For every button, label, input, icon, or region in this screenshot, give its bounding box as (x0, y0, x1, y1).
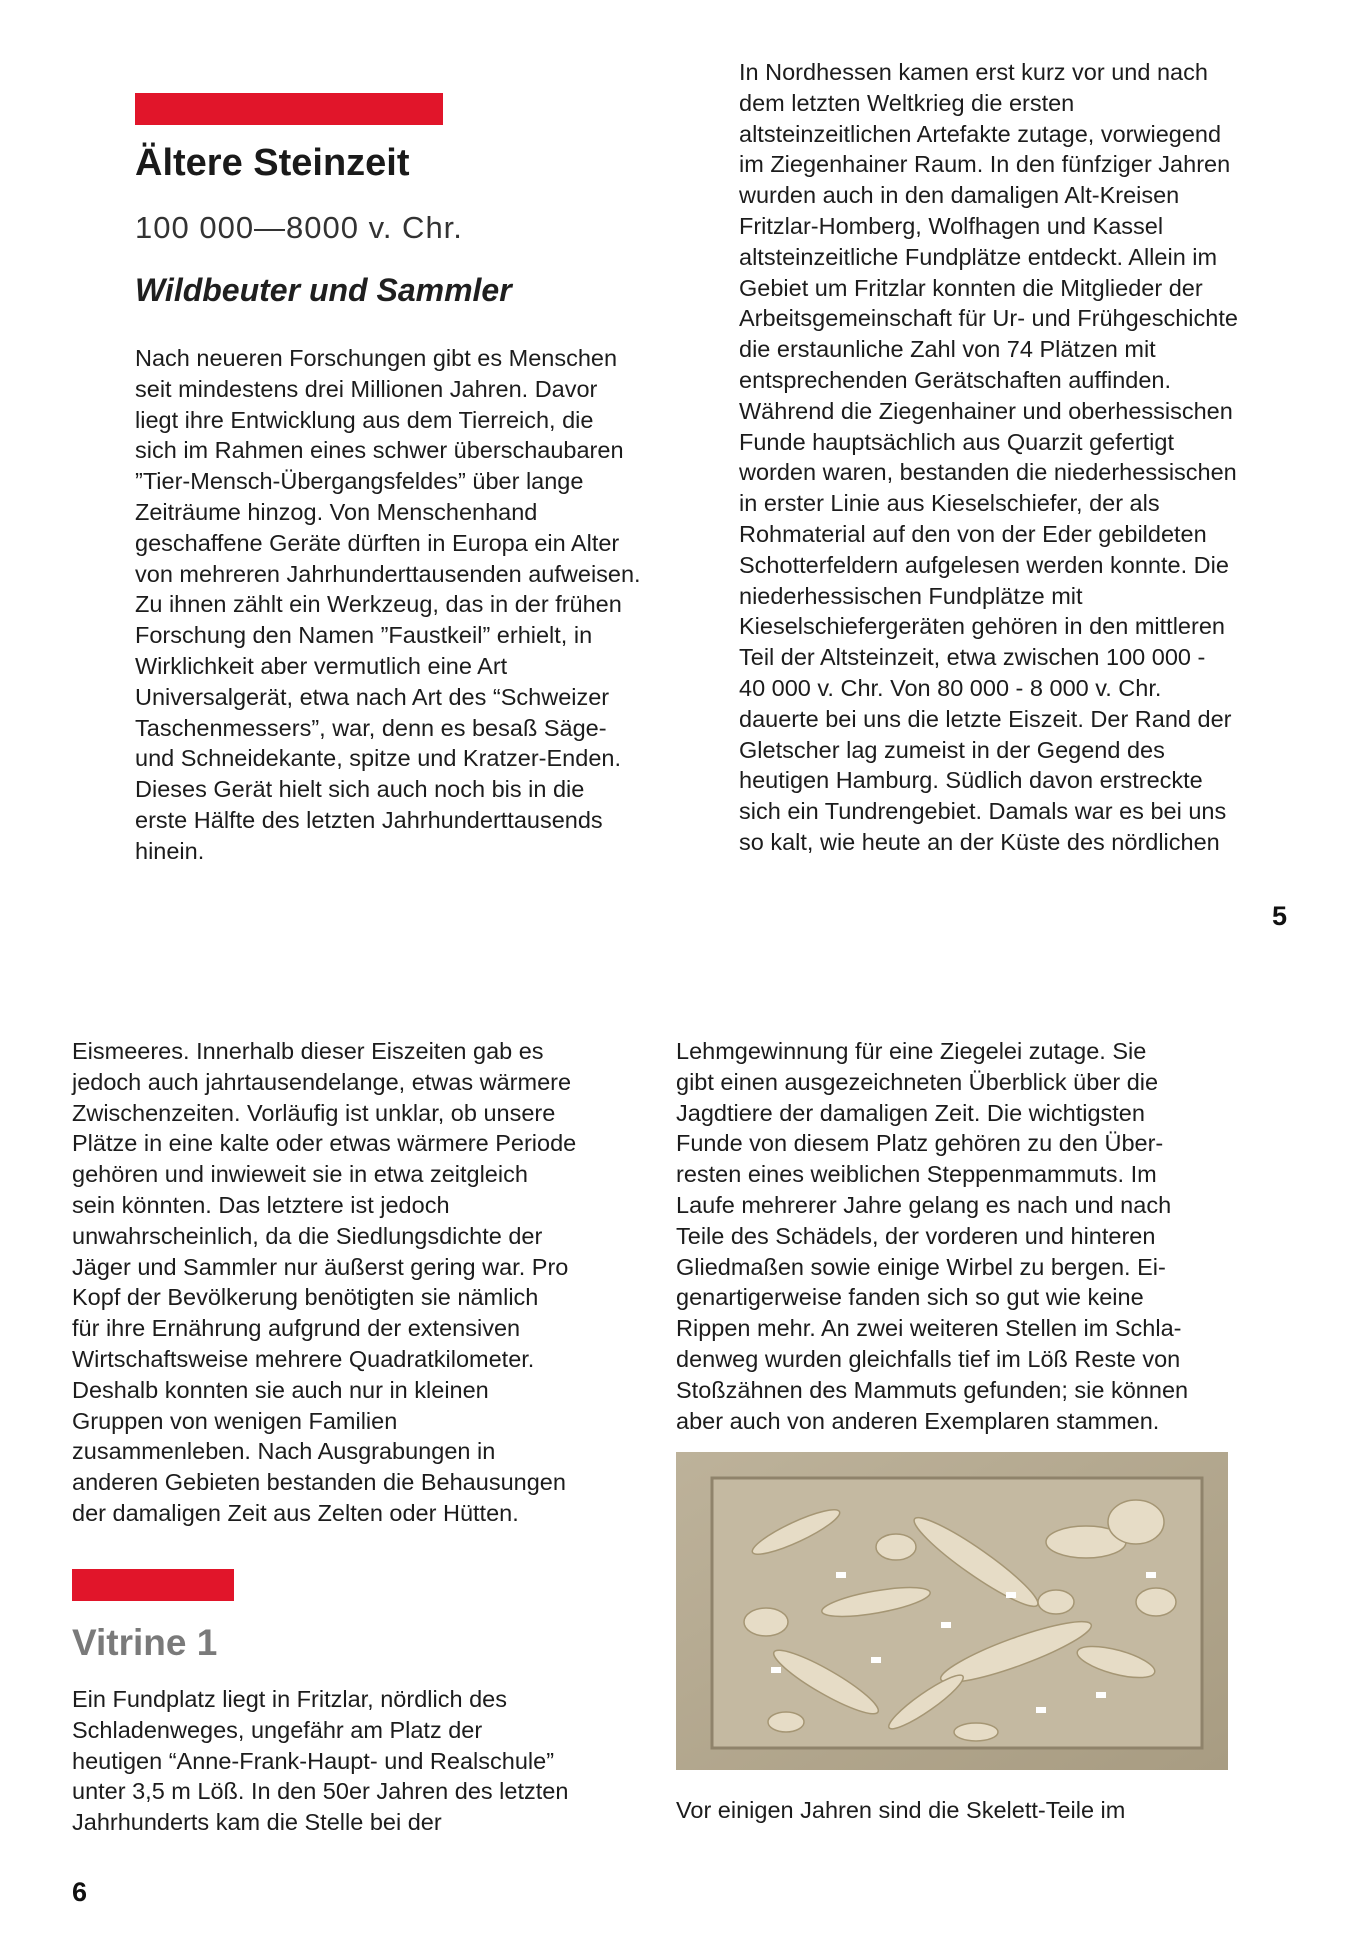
page-title: Ältere Steinzeit (135, 142, 410, 184)
text-line: Arbeitsgemeinschaft für Ur- und Frühgeschichte (739, 305, 1238, 332)
text-line: Dieses Gerät hielt sich auch noch bis in die (135, 776, 585, 803)
text-line: Jagdtiere der damaligen Zeit. Die wichtigsten (676, 1099, 1145, 1126)
text-line: Jahrhunderts kam die Stelle bei der (72, 1809, 442, 1836)
text-line: Gletscher lag zumeist in der Gegend des (739, 736, 1165, 763)
bones-illustration (676, 1452, 1228, 1770)
text-line: altsteinzeitliche Fundplätze entdeckt. Allein im (739, 243, 1218, 270)
text-line: Nach neueren Forschungen gibt es Menschen (135, 345, 618, 371)
text-line: Rippen mehr. An zwei weiteren Stellen im Schla- (676, 1315, 1182, 1342)
text-line: Gliedmaßen sowie einige Wirbel zu bergen. Ei- (676, 1253, 1166, 1280)
text-line: Fritzlar-Homberg, Wolfhagen und Kassel (739, 212, 1164, 239)
text-line: dem letzten Weltkrieg die ersten (739, 89, 1075, 116)
page-number-5: 5 (1272, 901, 1288, 931)
text-line: Teile des Schädels, der vorderen und hinteren (676, 1222, 1156, 1249)
text-line: gehören und inwieweit sie in etwa zeitgleich (72, 1161, 528, 1188)
text-line: Funde von diesem Platz gehören zu den Über- (676, 1130, 1164, 1157)
page-number-6: 6 (72, 1877, 88, 1907)
text-line: Forschung den Namen ”Faustkeil” erhielt, in (135, 622, 593, 649)
text-line: aber auch von anderen Exemplaren stammen. (676, 1407, 1160, 1434)
text-line: Laufe mehrerer Jahre gelang es nach und nach (676, 1191, 1172, 1218)
text-line: heutigen Hamburg. Südlich davon erstreckte (739, 767, 1203, 794)
vitrine-text (72, 1684, 568, 1838)
text-line: Wirklichkeit aber vermutlich eine Art (135, 652, 508, 679)
text-line: unwahrscheinlich, da die Siedlungsdichte der (72, 1222, 543, 1249)
text-line: sich ein Tundrengebiet. Damals war es bei uns (739, 798, 1227, 825)
text-line: denweg wurden gleichfalls tief im Löß Reste von (676, 1345, 1181, 1372)
text-line: und Schneidekante, spitze und Kratzer-Enden. (135, 745, 621, 772)
period-range: 100 000—8000 v. Chr. (135, 210, 463, 245)
text-line: In Nordhessen kamen erst kurz vor und nach (739, 59, 1208, 85)
text-line: Teil der Altsteinzeit, etwa zwischen 100 000 - (739, 644, 1206, 671)
text-line: altsteinzeitlichen Artefakte zutage, vorwiegend (739, 120, 1222, 147)
text-line: Kopf der Bevölkerung benötigten sie nämlich (72, 1284, 539, 1311)
text-line: von mehreren Jahrhunderttausenden aufweisen. (135, 560, 641, 587)
text-line: Universalgerät, etwa nach Art des “Schweizer (135, 683, 610, 710)
text-line: im Ziegenhainer Raum. In den fünfziger Jahren (739, 151, 1231, 178)
intro-column-right (739, 57, 1238, 858)
mammoth-column-right (676, 1036, 1188, 1436)
text-line: die erstaunliche Zahl von 74 Plätzen mit (739, 336, 1156, 363)
text-line: gibt einen ausgezeichneten Überblick über die (676, 1068, 1159, 1095)
text-line: Ein Fundplatz liegt in Fritzlar, nördlich des (72, 1686, 507, 1712)
text-line: 40 000 v. Chr. Von 80 000 - 8 000 v. Chr. (739, 674, 1162, 701)
text-line: Stoßzähnen des Mammuts gefunden; sie können (676, 1376, 1189, 1403)
text-line: der damaligen Zeit aus Zelten oder Hütten. (72, 1499, 519, 1526)
text-line: Jäger und Sammler nur äußerst gering war. Pro (72, 1253, 569, 1280)
text-line: Lehmgewinnung für eine Ziegelei zutage. Sie (676, 1038, 1147, 1064)
intro-column-left (135, 343, 641, 867)
text-line: worden waren, bestanden die niederhessischen (739, 459, 1237, 486)
mammoth-bones-photo (676, 1452, 1228, 1770)
section-red-bar (135, 93, 443, 125)
text-line: Gebiet um Fritzlar konnten die Mitglieder der (739, 274, 1203, 301)
text-line: unter 3,5 m Löß. In den 50er Jahren des letzten (72, 1778, 569, 1805)
text-line: seit mindestens drei Millionen Jahren. Davor (135, 375, 598, 402)
text-line: zusammenleben. Nach Ausgrabungen in (72, 1438, 496, 1465)
text-line: Taschenmessers”, war, denn es besaß Säge- (135, 714, 607, 741)
text-line: resten eines weiblichen Steppenmammuts. Im (676, 1161, 1157, 1188)
text-line: Zwischenzeiten. Vorläufig ist unklar, ob unsere (72, 1099, 556, 1126)
text-line: erste Hälfte des letzten Jahrhunderttausends (135, 806, 603, 833)
text-line: geschaffene Geräte dürften in Europa ein Alter (135, 529, 620, 556)
text-line: genartigerweise fanden sich so gut wie keine (676, 1284, 1144, 1311)
text-line: jedoch auch jahrtausendelange, etwas wärmere (72, 1068, 572, 1095)
text-line: so kalt, wie heute an der Küste des nördlichen (739, 828, 1220, 855)
text-line: niederhessischen Fundplätze mit (739, 582, 1083, 609)
text-line: in erster Linie aus Kieselschiefer, der als (739, 490, 1160, 517)
text-line: Schladenweges, ungefähr am Platz der (72, 1716, 483, 1743)
vitrine-heading: Vitrine 1 (72, 1622, 218, 1663)
section-subtitle: Wildbeuter und Sammler (135, 272, 512, 308)
text-line: Schotterfeldern aufgelesen werden konnte. Die (739, 551, 1229, 578)
eiszeit-column-left (72, 1036, 576, 1529)
text-line: hinein. (135, 837, 205, 864)
text-line: entsprechenden Gerätschaften auffinden. (739, 366, 1172, 393)
text-line: Wirtschaftsweise mehrere Quadratkilometer. (72, 1345, 535, 1372)
text-line: Rohmaterial auf den von der Eder gebildeten (739, 520, 1207, 547)
photo-caption: Vor einigen Jahren sind die Skelett-Teile im (676, 1797, 1126, 1823)
text-line: Deshalb konnten sie auch nur in kleinen (72, 1376, 489, 1403)
text-line: Während die Ziegenhainer und oberhessischen (739, 397, 1233, 424)
text-line: sich im Rahmen eines schwer überschaubaren (135, 437, 624, 464)
text-line: wurden auch in den damaligen Alt-Kreisen (739, 182, 1180, 209)
text-line: für ihre Ernährung aufgrund der extensiven (72, 1315, 521, 1342)
text-line: Kieselschiefergeräten gehören in den mittleren (739, 613, 1225, 640)
text-line: Funde hauptsächlich aus Quarzit gefertigt (739, 428, 1175, 455)
vitrine-red-bar (72, 1569, 234, 1601)
text-line: anderen Gebieten bestanden die Behausungen (72, 1469, 566, 1496)
text-line: liegt ihre Entwicklung aus dem Tierreich, die (135, 406, 594, 433)
text-line: dauerte bei uns die letzte Eiszeit. Der Rand der (739, 705, 1232, 732)
text-line: sein könnten. Das letztere ist jedoch (72, 1191, 450, 1218)
text-line: Zu ihnen zählt ein Werkzeug, das in der frühen (135, 591, 622, 618)
text-line: Zeiträume hinzog. Von Menschenhand (135, 498, 538, 525)
text-line: Plätze in eine kalte oder etwas wärmere Periode (72, 1130, 577, 1157)
text-line: Eismeeres. Innerhalb dieser Eiszeiten gab es (72, 1038, 544, 1064)
text-line: heutigen “Anne-Frank-Haupt- und Realschule” (72, 1747, 555, 1774)
text-line: Gruppen von wenigen Familien (72, 1407, 398, 1434)
text-line: ”Tier-Mensch-Übergangsfeldes” über lange (135, 468, 584, 495)
